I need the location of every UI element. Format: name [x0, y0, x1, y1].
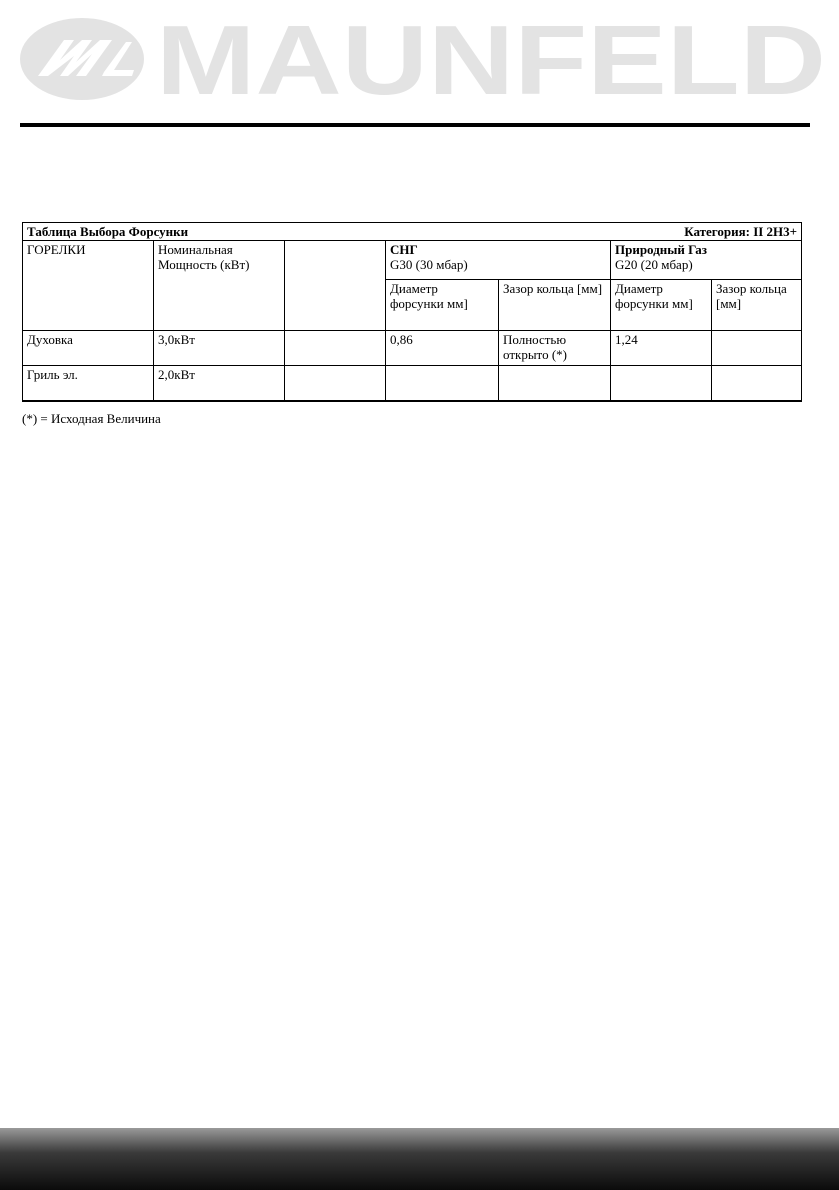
lpg-pressure: G30 (30 мбар)	[390, 257, 468, 272]
subheader-lpg-gap: Зазор кольца [мм]	[499, 280, 611, 331]
row-blank	[285, 331, 386, 366]
header-blank	[285, 241, 386, 331]
nozzle-selection-table	[22, 222, 802, 402]
natural-gas-name: Природный Газ	[615, 242, 707, 257]
row-power: 3,0кВт	[154, 331, 285, 366]
row-natural-gap	[712, 366, 802, 402]
row-power: 2,0кВт	[154, 366, 285, 402]
row-lpg-diameter: 0,86	[386, 331, 499, 366]
row-burner: Гриль эл.	[23, 366, 154, 402]
row-lpg-gap	[499, 366, 611, 402]
table-title-row	[23, 223, 802, 241]
lpg-name: СНГ	[390, 242, 418, 257]
row-natural-gap	[712, 331, 802, 366]
header-burners: ГОРЕЛКИ	[23, 241, 154, 331]
table-title-cell	[23, 223, 802, 241]
subheader-natural-diameter: Диаметр форсунки мм]	[611, 280, 712, 331]
row-lpg-gap: Полностью открыто (*)	[499, 331, 611, 366]
subheader-lpg-diameter: Диаметр форсунки мм]	[386, 280, 499, 331]
row-burner: Духовка	[23, 331, 154, 366]
table-category: Категория: II 2H3+	[684, 224, 798, 239]
row-lpg-diameter	[386, 366, 499, 402]
row-natural-diameter	[611, 366, 712, 402]
header-power: Номинальная Мощность (кВт)	[154, 241, 285, 331]
brand-wordmark: MAUNFELD	[156, 14, 826, 104]
table-row	[23, 331, 802, 366]
footnote: (*) = Исходная Величина	[22, 411, 161, 426]
footer-bar	[0, 1128, 839, 1190]
row-natural-diameter: 1,24	[611, 331, 712, 366]
natural-gas-pressure: G20 (20 мбар)	[615, 257, 693, 272]
header-natural-gas	[611, 241, 802, 280]
table-title: Таблица Выбора Форсунки	[27, 224, 189, 239]
maunfeld-emblem-icon	[20, 18, 144, 100]
header-lpg	[386, 241, 611, 280]
header-rule	[20, 123, 810, 127]
subheader-natural-gap: Зазор кольца [мм]	[712, 280, 802, 331]
header-row	[23, 241, 802, 280]
table-row	[23, 366, 802, 402]
maunfeld-logo	[16, 14, 828, 104]
row-blank	[285, 366, 386, 402]
